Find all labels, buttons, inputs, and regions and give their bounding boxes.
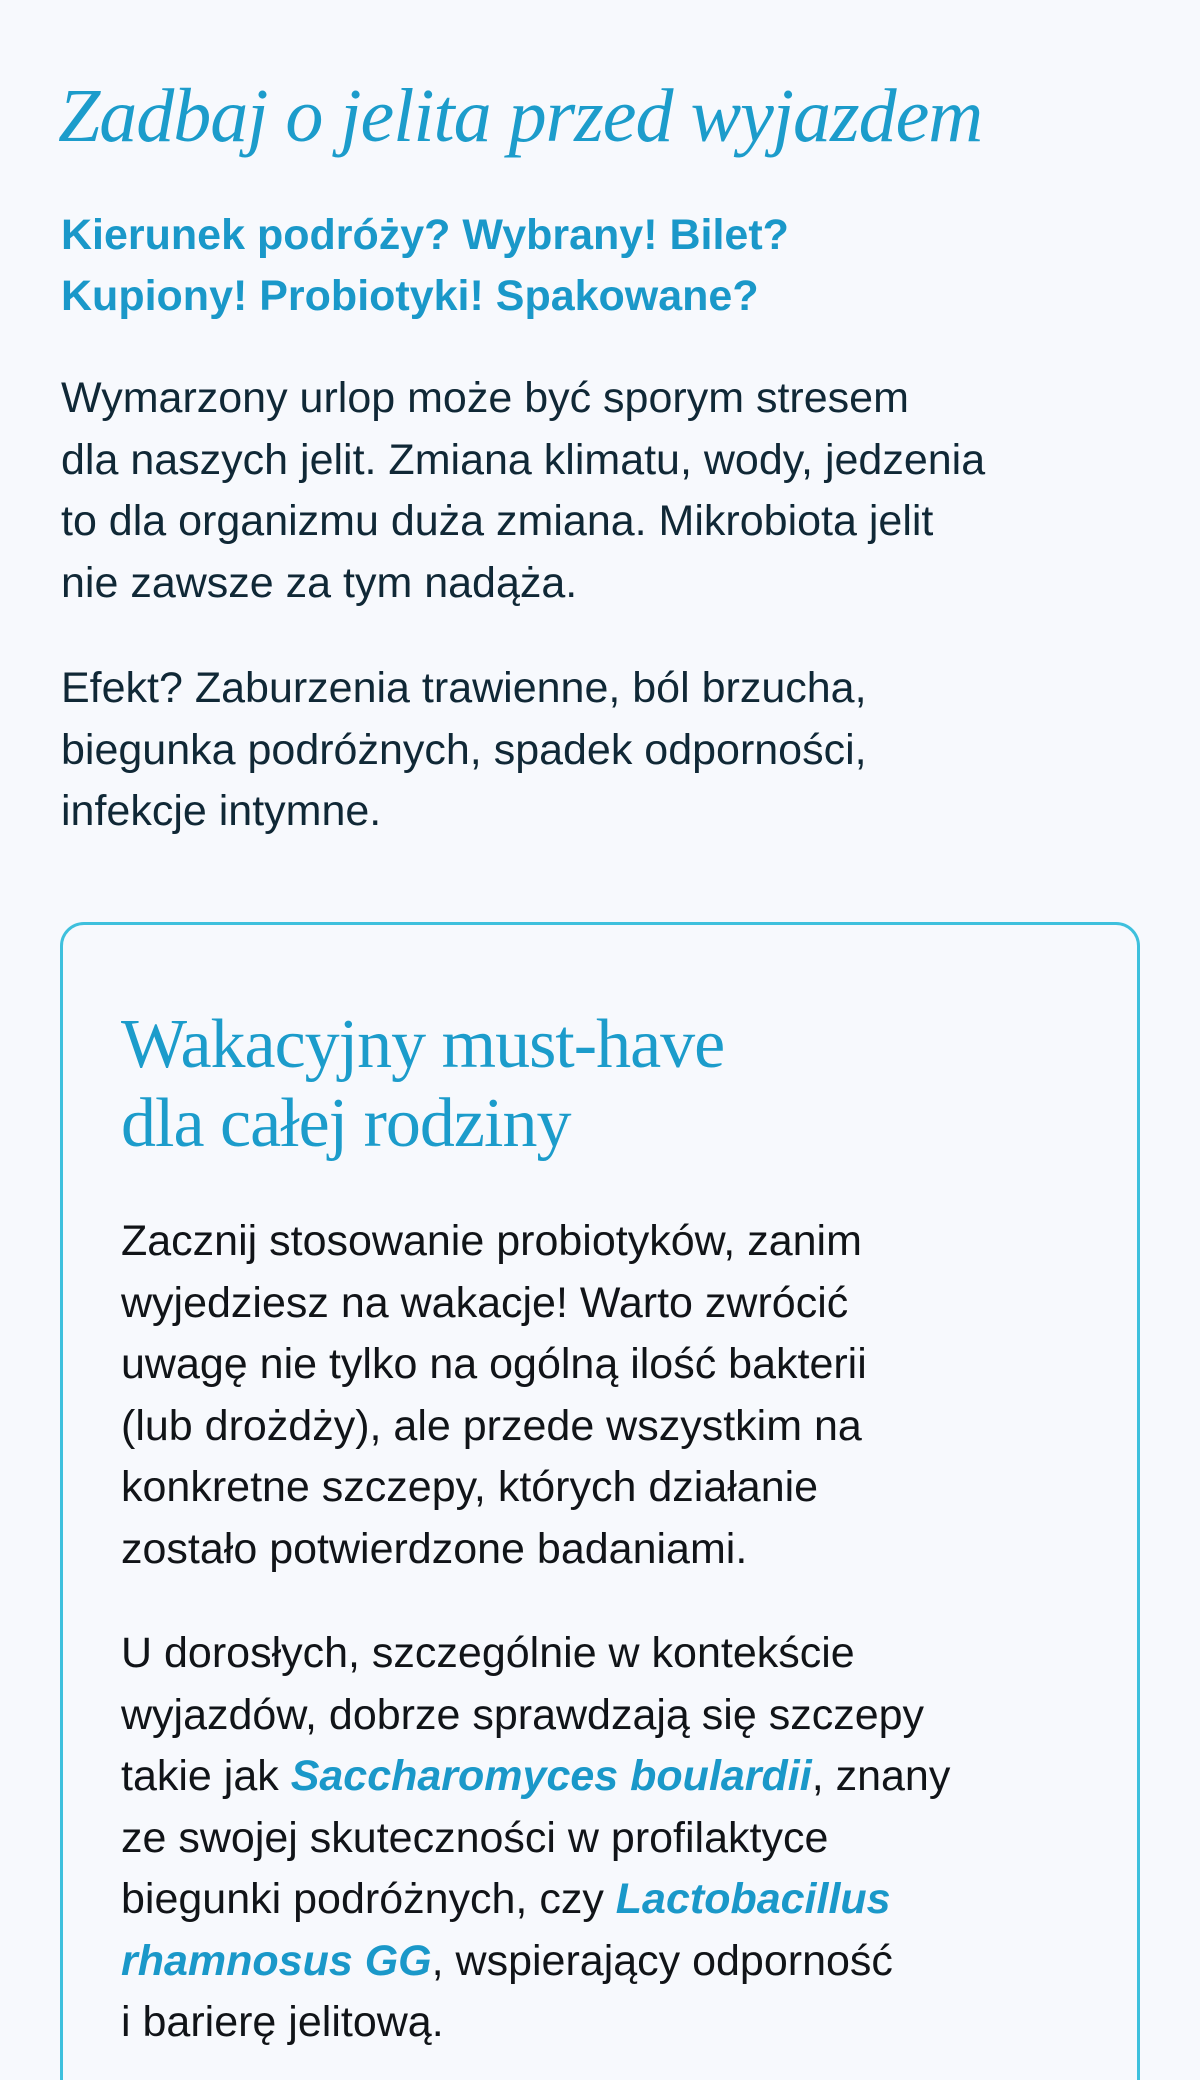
intro-p1-line: Wymarzony urlop może być sporym stresem xyxy=(61,374,909,422)
card-title-line-2: dla całej rodziny xyxy=(121,1085,571,1162)
strain-name-saccharomyces: Saccharomyces boulardii xyxy=(290,1752,812,1800)
card-paragraph-1 xyxy=(121,1211,1081,1580)
card-p2-line: wyjazdów, dobrze sprawdzają się szczepy xyxy=(121,1690,925,1739)
card-p2-text: biegunki podróżnych, czy xyxy=(121,1875,616,1923)
intro-p1-line: dla naszych jelit. Zmiana klimatu, wody, jedzenia xyxy=(61,435,986,484)
card-p1-line: Zacznij stosowanie probiotyków, zanim xyxy=(121,1217,862,1265)
intro-paragraph-2 xyxy=(61,658,1121,843)
intro-p2-line: Efekt? Zaburzenia trawienne, ból brzucha, xyxy=(61,664,867,712)
card-p1-line: wyjedziesz na wakacje! Warto zwrócić xyxy=(121,1278,849,1327)
subtitle xyxy=(61,205,1061,327)
card-title-line-1: Wakacyjny must-have xyxy=(121,1006,725,1083)
card-p2-text: , wspierający odporność xyxy=(431,1936,893,1985)
card-p1-line: zostało potwierdzone badaniami. xyxy=(121,1524,748,1573)
intro-paragraph-1 xyxy=(61,368,1121,614)
info-card xyxy=(60,922,1140,2080)
subtitle-line-2: Kupiony! Probiotyki! Spakowane? xyxy=(61,272,759,320)
card-title xyxy=(121,1005,724,1163)
card-p2-text: takie jak xyxy=(121,1752,291,1800)
intro-p1-line: nie zawsze za tym nadąża. xyxy=(61,558,578,607)
card-p2-text: , znany xyxy=(811,1752,951,1800)
strain-name-rhamnosus: rhamnosus GG xyxy=(121,1936,432,1985)
card-p1-line: uwagę nie tylko na ogólną ilość bakterii xyxy=(121,1340,867,1388)
intro-p2-line: biegunka podróżnych, spadek odporności, xyxy=(61,725,867,774)
subtitle-line-1: Kierunek podróży? Wybrany! Bilet? xyxy=(61,211,789,259)
page-title: Zadbaj o jelita przed wyjazdem xyxy=(58,74,983,158)
card-p2-line: i barierę jelitową. xyxy=(121,1998,444,2046)
card-p1-line: konkretne szczepy, których działanie xyxy=(121,1463,819,1511)
strain-name-lactobacillus: Lactobacillus xyxy=(615,1875,891,1923)
card-p2-line: ze swojej skuteczności w profilaktyce xyxy=(121,1813,829,1862)
intro-p1-line: to dla organizmu duża zmiana. Mikrobiota jelit xyxy=(61,497,934,545)
card-paragraph-2 xyxy=(121,1623,1081,2054)
intro-p2-line: infekcje intymne. xyxy=(61,787,382,835)
card-p2-line: U dorosłych, szczególnie w kontekście xyxy=(121,1629,855,1677)
card-p1-line: (lub drożdży), ale przede wszystkim na xyxy=(121,1401,862,1450)
